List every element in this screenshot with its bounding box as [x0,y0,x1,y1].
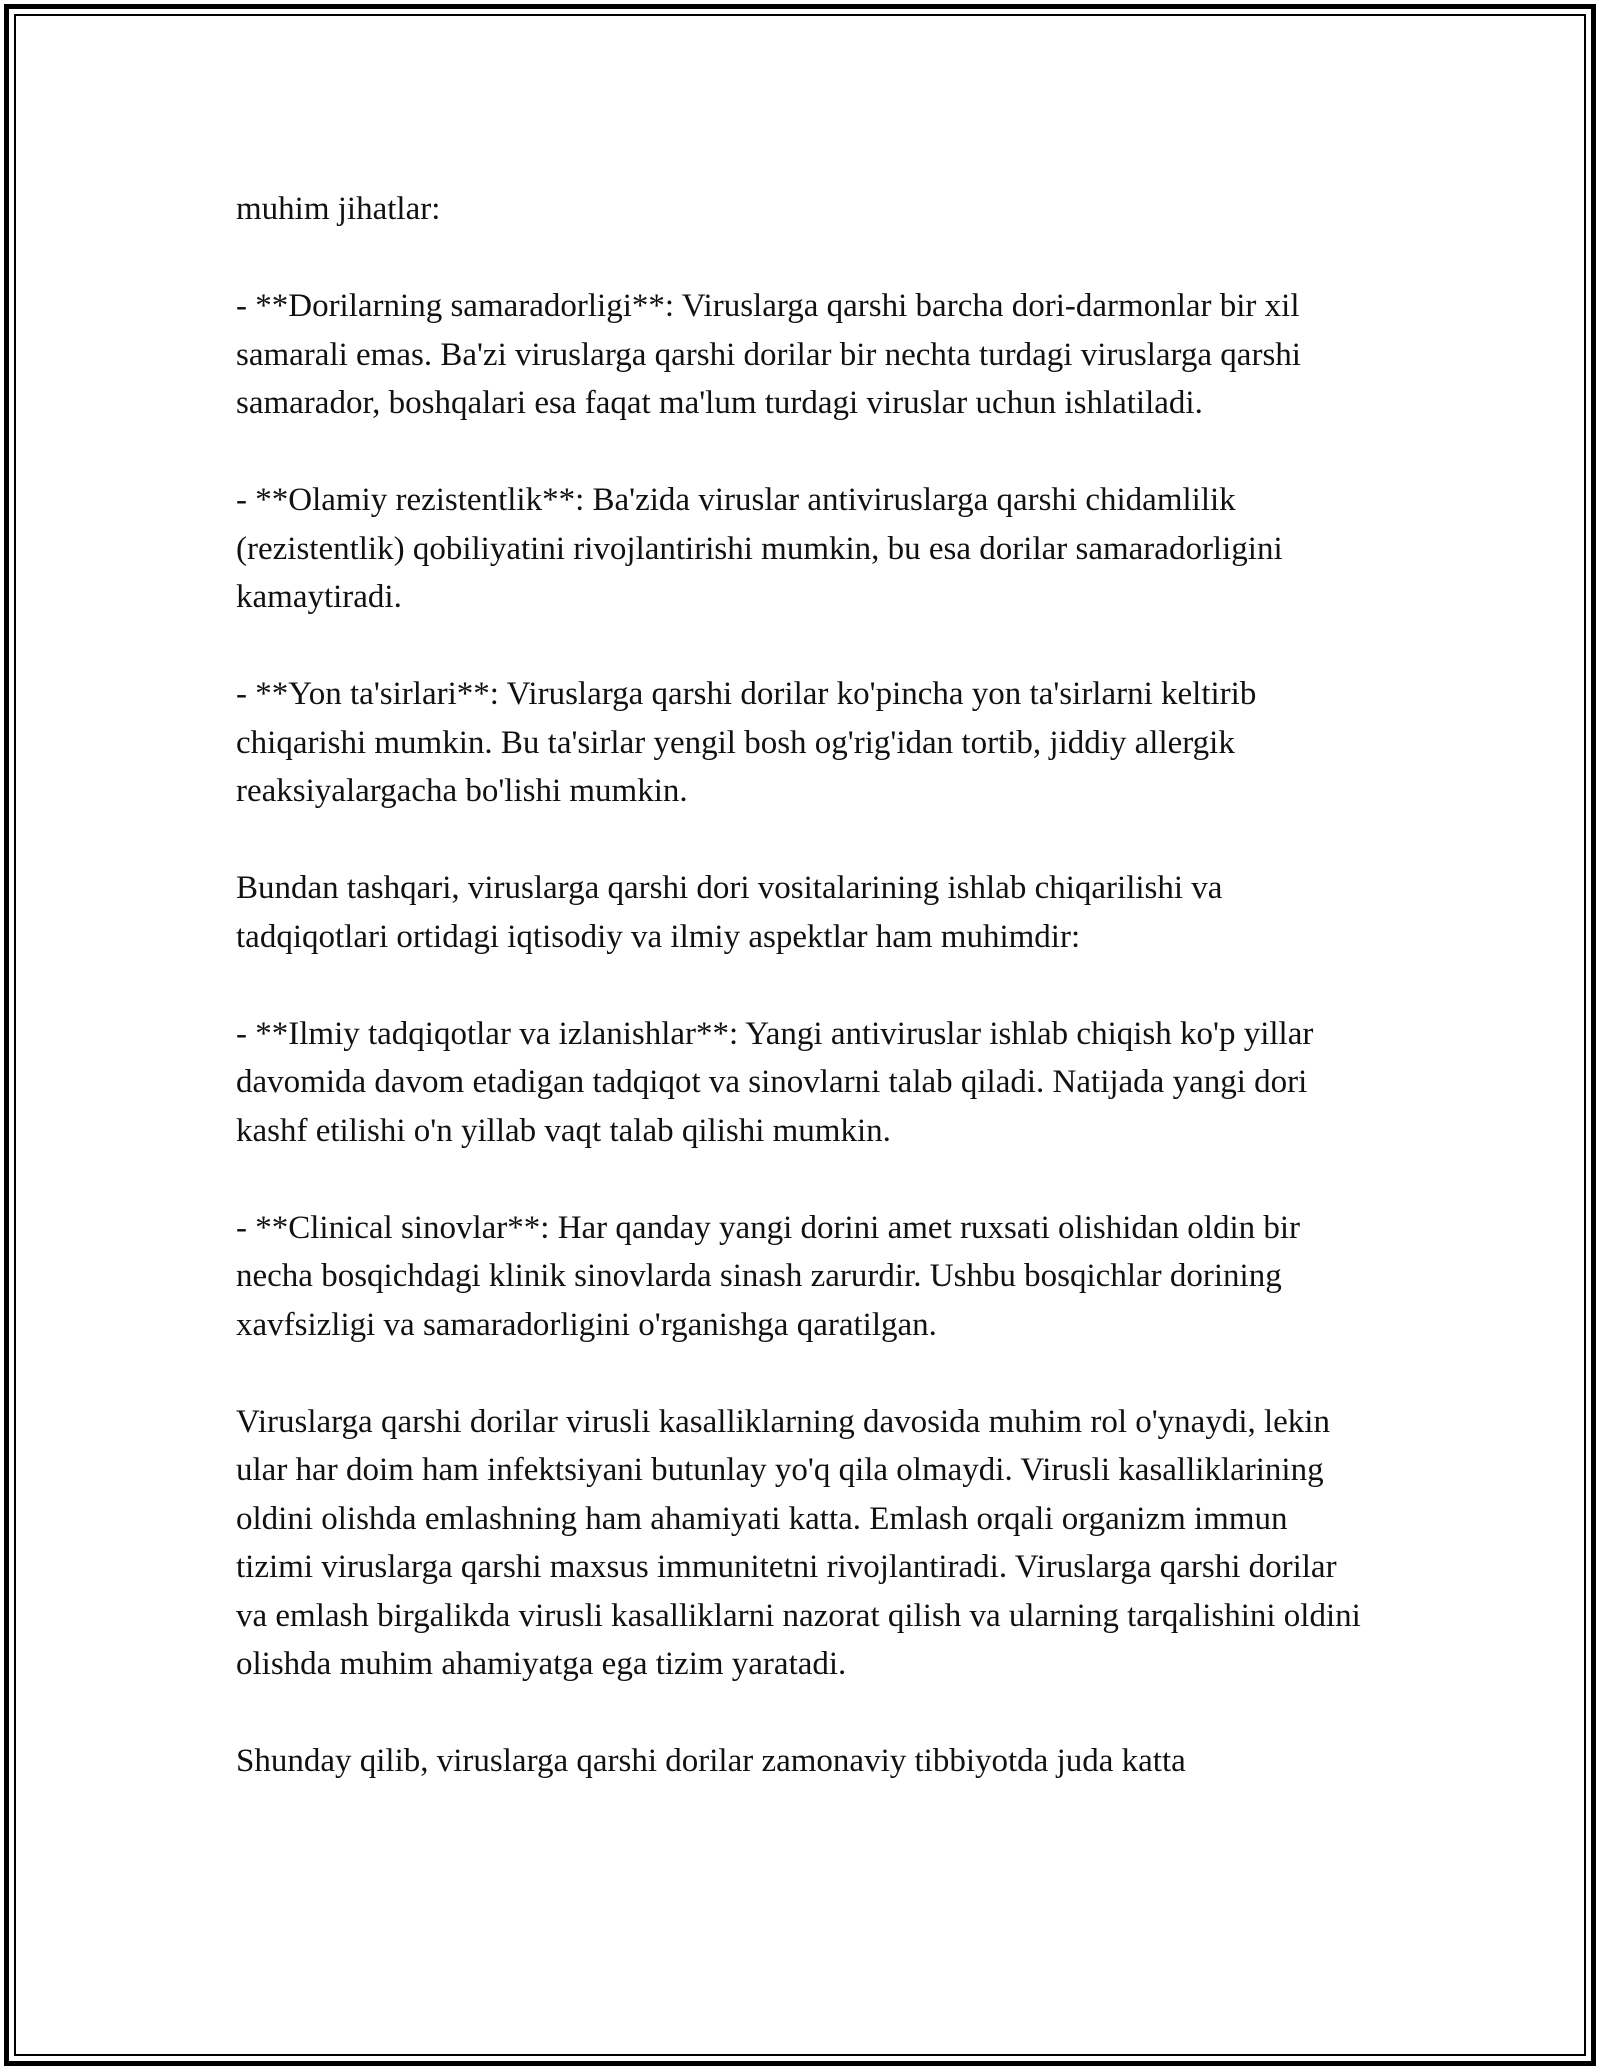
paragraph-viruslarga-qarshi-dorilar: Viruslarga qarshi dorilar virusli kasalliklarning davosida muhim rol o'ynaydi, lekin ular har doim ham infektsiyani butunlay yo'q qila olmaydi. Virusli kasalliklarining oldini olishda emlashning ham ahamiyati katta. Emlash orqali organizm immun tizimi viruslarga qarshi maxsus immunitetni rivojlantiradi. Viruslarga qarshi dorilar va emlash birgalikda virusli kasalliklarni nazorat qilish va ularning tarqalishini oldini olishda muhim ahamiyatga ega tizim yaratadi. [236,1403,1361,1682]
paragraph-olamiy-rezistentlik: - **Olamiy rezistentlik**: Ba'zida viruslar antiviruslarga qarshi chidamlilik (rezistentlik) qobiliyatini rivojlantirishi mumkin, bu esa dorilar samaradorligini kamaytiradi. [236,482,1283,615]
paragraph-clinical-sinovlar: - **Clinical sinovlar**: Har qanday yangi dorini amet ruxsati olishidan oldin bir necha bosqichdagi klinik sinovlarda sinash zarurdir. Ushbu bosqichlar dorining xavfsizligi va samaradorligini o'rganishga qaratilgan. [236,1209,1301,1343]
paragraph-intro: muhim jihatlar: [236,191,441,227]
paragraph-yon-tasirlari: - **Yon ta'sirlari**: Viruslarga qarshi dorilar ko'pincha yon ta'sirlarni keltirib chiqarishi mumkin. Bu ta'sirlar yengil bosh og'rig'idan tortib, jiddiy allergik reaksiyalargacha bo'lishi mumkin. [236,676,1257,809]
paragraph-ilmiy-tadqiqotlar: - **Ilmiy tadqiqotlar va izlanishlar**: Yangi antiviruslar ishlab chiqish ko'p yillar davomida davom etadigan tadqiqot va sinovlarni talab qiladi. Natijada yangi dori kashf etilishi o'n yillab vaqt talab qilishi mumkin. [236,1015,1314,1149]
paragraph-shunday-qilib: Shunday qilib, viruslarga qarshi dorilar zamonaviy tibbiyotda juda katta [236,1743,1186,1779]
paragraph-dorilarning-samaradorligi: - **Dorilarning samaradorligi**: Viruslarga qarshi barcha dori-darmonlar bir xil samarali emas. Ba'zi viruslarga qarshi dorilar bir nechta turdagi viruslarga qarshi samarador, boshqalari esa faqat ma'lum turdagi viruslar uchun ishlatiladi. [236,288,1301,421]
paragraph-bundan-tashqari: Bundan tashqari, viruslarga qarshi dori vositalarining ishlab chiqarilishi va tadqiqotlari ortidagi iqtisodiy va ilmiy aspektlar ham muhimdir: [236,870,1223,955]
document-body [236,185,1366,1786]
